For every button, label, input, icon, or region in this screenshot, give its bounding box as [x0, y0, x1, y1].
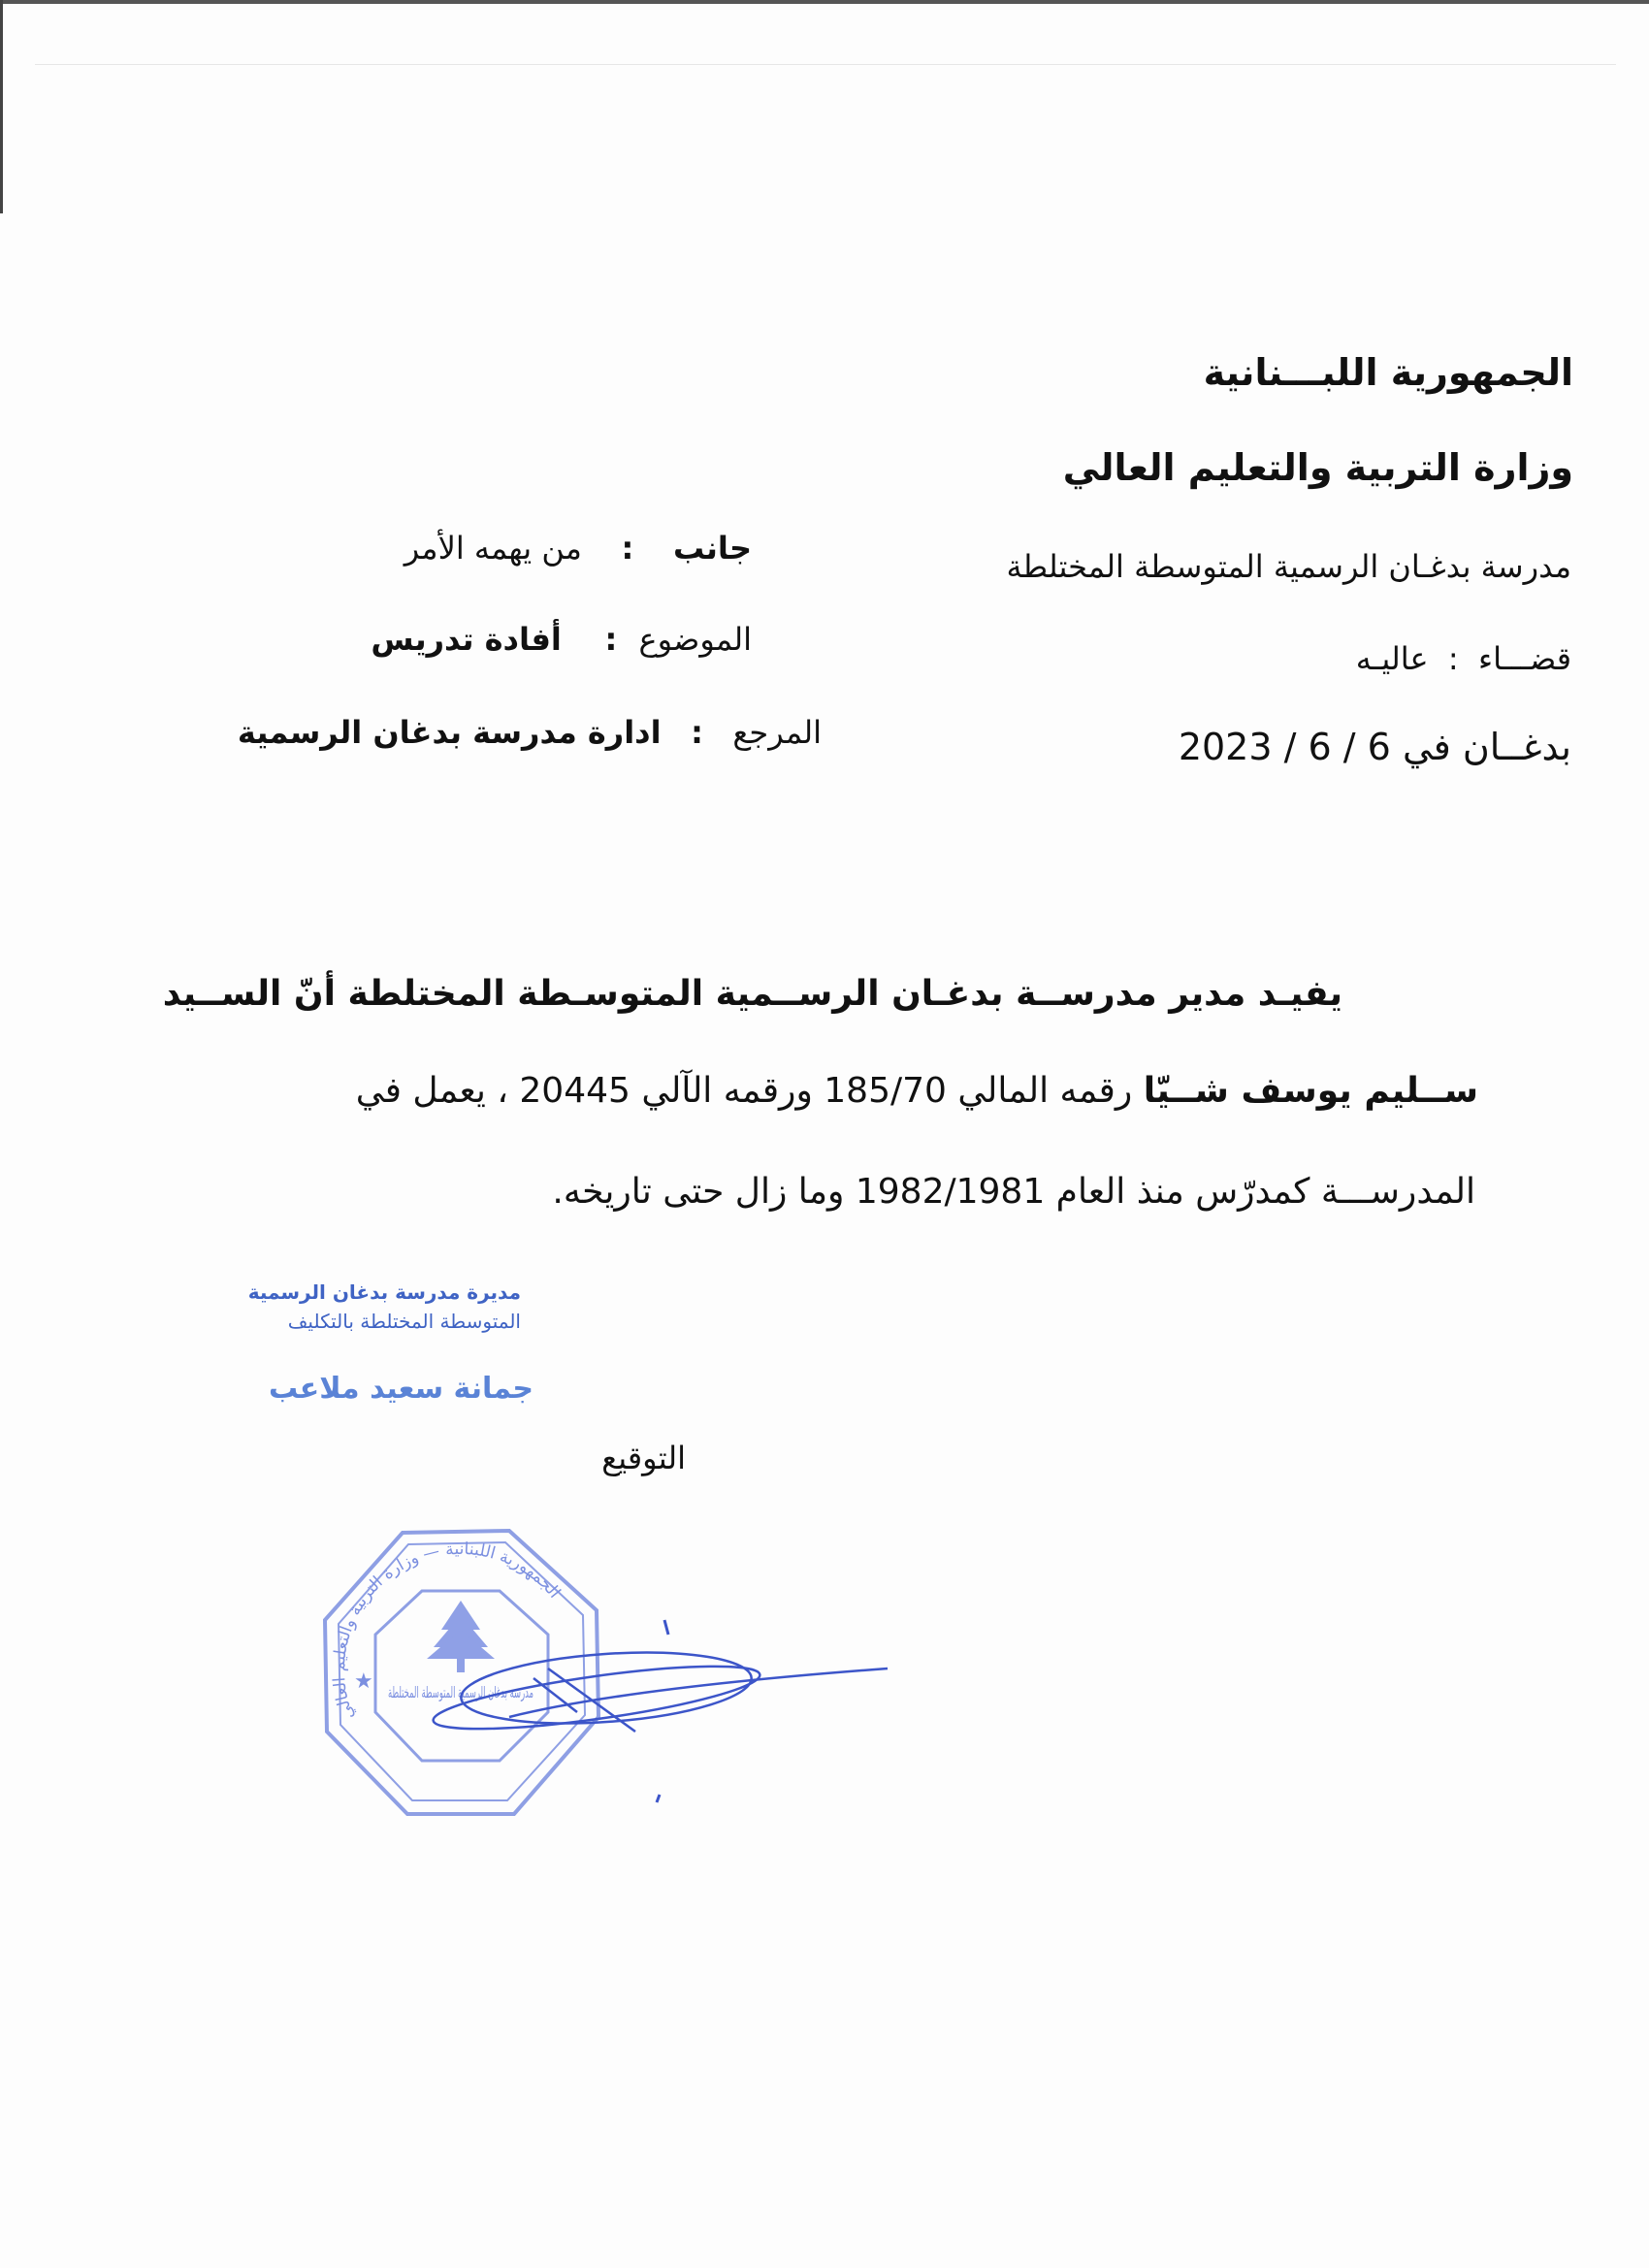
date-line: بدغــان في 6 / 6 / 2023 — [1178, 726, 1571, 768]
reference-line — [238, 714, 822, 751]
to-value: من يهمه الأمر — [404, 530, 582, 567]
handwritten-signature — [431, 1620, 888, 1802]
scan-top-edge — [0, 0, 1649, 4]
reference-label: المرجع — [732, 714, 822, 751]
body-line-1: يفيـد مدير مدرســة بدغـان الرســمية المتوسـطة المختلطة أنّ الســيد — [162, 974, 1342, 1014]
seal-star-icon: ★ — [354, 1669, 373, 1694]
to-separator: : — [621, 530, 634, 567]
district-separator: : — [1447, 640, 1459, 677]
cedar-icon — [427, 1601, 495, 1672]
district-label: قضـــاء — [1478, 640, 1571, 677]
principal-name: جمانة سعيد ملاعب — [269, 1372, 534, 1406]
to-label: جانب — [673, 530, 752, 567]
district-line — [1356, 640, 1571, 677]
school-name: مدرسة بدغـان الرسمية المتوسطة المختلطة — [1006, 548, 1571, 585]
republic-heading: الجمهورية اللبـــنانية — [1203, 351, 1573, 394]
subject-value: أفادة تدريس — [371, 621, 562, 658]
scan-left-edge — [0, 0, 3, 213]
page-edge — [35, 64, 1616, 65]
subject-line — [371, 621, 752, 658]
ministry-heading: وزارة التربية والتعليم العالي — [1062, 446, 1573, 489]
teacher-name: ســليم يوسف شــيّا — [1143, 1071, 1478, 1111]
to-line — [404, 530, 752, 567]
body-line-3: المدرســـة كمدرّس منذ العام 1982/1981 وما زال حتى تاريخه. — [552, 1172, 1475, 1212]
official-seal — [315, 1523, 897, 1824]
signature-label: التوقيع — [601, 1440, 686, 1476]
body-line-2-rest: رقمه المالي 185/70 ورقمه الآلي 20445 ، يعمل في — [355, 1071, 1144, 1111]
subject-separator: : — [604, 621, 618, 658]
reference-value: ادارة مدرسة بدغان الرسمية — [237, 714, 662, 751]
body-line-2 — [356, 1071, 1478, 1111]
stamp-title-1: مديرة مدرسة بدغان الرسمية — [247, 1280, 521, 1304]
district-value: عاليـه — [1355, 640, 1429, 677]
seal-outer-text: الجمهورية اللبنانية — وزارة التربية والتعليم العالي — [329, 1539, 565, 1723]
stamp-title-2: المتوسطة المختلطة بالتكليف — [287, 1310, 521, 1333]
seal-inner-text: مدرسة بدغان الرسمية المتوسطة المختلطة — [388, 1683, 666, 1701]
subject-label: الموضوع — [638, 621, 752, 658]
reference-separator: : — [691, 714, 703, 751]
